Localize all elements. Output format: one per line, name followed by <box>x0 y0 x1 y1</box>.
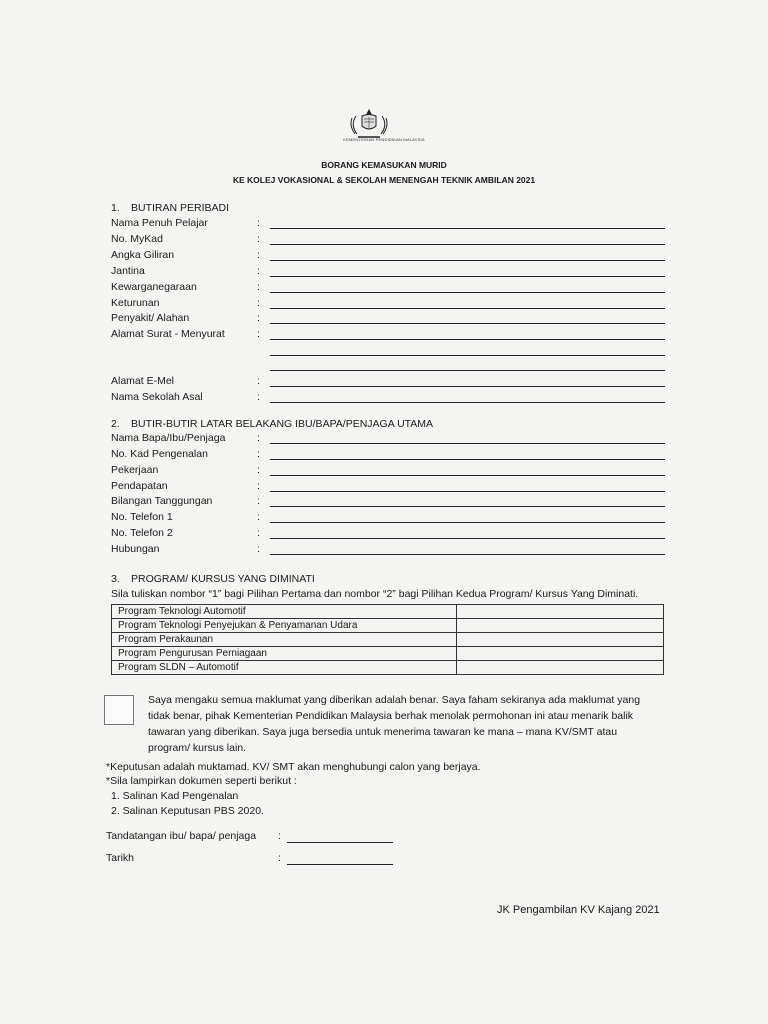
field-colon: : <box>257 281 260 293</box>
field-label: Nama Penuh Pelajar <box>111 217 208 229</box>
program-name: Program SLDN – Automotif <box>112 661 457 675</box>
declaration-line: program/ kursus lain. <box>148 742 247 754</box>
declaration-line: tawaran yang diberikan. Saya juga bersedia untuk menerima tawaran ke mana – mana KV/SMT atau <box>148 726 618 738</box>
section3-instruction: Sila tuliskan nombor “1” bagi Pilihan Pertama dan nombor “2” bagi Pilihan Kedua Program/ Kursus Yang Diminati. <box>111 588 639 600</box>
signature-colon: : <box>278 830 281 842</box>
field-label: Keturunan <box>111 297 160 309</box>
field-jantina <box>111 265 671 279</box>
keturunan-input-line[interactable] <box>270 308 665 309</box>
field-kewarganegaraan <box>111 281 671 295</box>
declaration-checkbox[interactable] <box>104 695 134 725</box>
field-kad-pengenalan <box>111 448 671 462</box>
declaration-line: tidak benar, pihak Kementerian Pendidikan Malaysia berhak menolak permohonan ini atau menarik balik <box>148 710 634 722</box>
program-name: Program Teknologi Penyejukan & Penyamanan Udara <box>112 619 457 633</box>
section1-number: 1. <box>111 202 120 214</box>
jantina-input-line[interactable] <box>270 276 665 277</box>
table-row <box>112 647 664 661</box>
note-item-2: 2. Salinan Keputusan PBS 2020. <box>111 805 264 817</box>
field-label: Angka Giliran <box>111 249 175 261</box>
mykad-input-line[interactable] <box>270 244 665 245</box>
ministry-name: KEMENTERIAN PENDIDIKAN MALAYSIA <box>343 137 425 142</box>
table-row <box>112 661 664 675</box>
penyakit-input-line[interactable] <box>270 323 665 324</box>
tanggungan-input-line[interactable] <box>270 506 665 507</box>
form-title: BORANG KEMASUKAN MURID <box>321 160 447 170</box>
signature-input-line[interactable] <box>287 842 393 843</box>
field-colon: : <box>257 249 260 261</box>
declaration-text <box>148 692 668 756</box>
field-colon: : <box>257 217 260 229</box>
date-row <box>106 852 406 866</box>
sekolah-asal-input-line[interactable] <box>270 402 665 403</box>
field-telefon-2 <box>111 527 671 541</box>
telefon-1-input-line[interactable] <box>270 522 665 523</box>
field-colon: : <box>257 543 260 555</box>
signature-label: Tandatangan ibu/ bapa/ penjaga <box>106 830 257 842</box>
field-colon: : <box>257 297 260 309</box>
alamat-surat-input-line[interactable] <box>270 339 665 340</box>
field-label: Pekerjaan <box>111 464 159 476</box>
field-colon: : <box>257 233 260 245</box>
note-lampiran: *Sila lampirkan dokumen seperti berikut : <box>106 775 297 787</box>
pekerjaan-input-line[interactable] <box>270 475 665 476</box>
nama-bapa-input-line[interactable] <box>270 443 665 444</box>
field-colon: : <box>257 265 260 277</box>
field-colon: : <box>257 328 260 340</box>
note-muktamad: *Keputusan adalah muktamad. KV/ SMT akan menghubungi calon yang berjaya. <box>106 761 481 773</box>
field-label: No. MyKad <box>111 233 163 245</box>
pendapatan-input-line[interactable] <box>270 491 665 492</box>
field-penyakit <box>111 312 671 326</box>
program-choice-cell[interactable] <box>457 605 664 619</box>
field-colon: : <box>257 464 260 476</box>
date-input-line[interactable] <box>287 864 393 865</box>
section1-heading <box>111 202 229 214</box>
declaration-line: Saya mengaku semua maklumat yang diberikan adalah benar. Saya faham sekiranya ada maklumat yang <box>148 694 641 706</box>
field-colon: : <box>257 312 260 324</box>
field-alamat-emel <box>111 375 671 389</box>
program-choice-cell[interactable] <box>457 619 664 633</box>
field-alamat-surat <box>111 328 671 342</box>
field-label: Jantina <box>111 265 145 277</box>
field-colon: : <box>257 480 260 492</box>
program-choice-cell[interactable] <box>457 633 664 647</box>
program-name: Program Teknologi Automotif <box>112 605 457 619</box>
table-row <box>112 605 664 619</box>
field-colon: : <box>257 511 260 523</box>
field-hubungan <box>111 543 671 557</box>
field-label: No. Telefon 2 <box>111 527 173 539</box>
field-label: Bilangan Tanggungan <box>111 495 213 507</box>
section3-heading <box>111 573 315 585</box>
program-choice-cell[interactable] <box>457 647 664 661</box>
alamat-emel-input-line[interactable] <box>270 386 665 387</box>
form-subtitle: KE KOLEJ VOKASIONAL & SEKOLAH MENENGAH TEKNIK AMBILAN 2021 <box>232 175 536 185</box>
section2-number: 2. <box>111 418 120 430</box>
program-table <box>111 604 664 675</box>
field-label: Alamat Surat - Menyurat <box>111 328 225 340</box>
section2-title: BUTIR-BUTIR LATAR BELAKANG IBU/BAPA/PENJAGA UTAMA <box>131 418 434 430</box>
signature-row <box>106 830 406 844</box>
field-label: No. Kad Pengenalan <box>111 448 208 460</box>
field-label: Alamat E-Mel <box>111 375 175 387</box>
field-label: Nama Bapa/Ibu/Penjaga <box>111 432 226 444</box>
field-sekolah-asal <box>111 391 671 405</box>
program-name: Program Perakaunan <box>112 633 457 647</box>
telefon-2-input-line[interactable] <box>270 538 665 539</box>
field-angka-giliran <box>111 249 671 263</box>
field-tanggungan <box>111 495 671 509</box>
table-row <box>112 619 664 633</box>
field-label: Nama Sekolah Asal <box>111 391 203 403</box>
field-colon: : <box>257 527 260 539</box>
field-colon: : <box>257 495 260 507</box>
kewarganegaraan-input-line[interactable] <box>270 292 665 293</box>
nama-penuh-input-line[interactable] <box>270 228 665 229</box>
section2-heading <box>111 418 433 430</box>
alamat-surat-input-line-3[interactable] <box>270 370 665 371</box>
field-pekerjaan <box>111 464 671 478</box>
hubungan-input-line[interactable] <box>270 554 665 555</box>
field-label: Pendapatan <box>111 480 168 492</box>
date-label: Tarikh <box>106 852 135 864</box>
field-telefon-1 <box>111 511 671 525</box>
field-nama-penuh <box>111 217 671 231</box>
program-name: Program Pengurusan Perniagaan <box>112 647 457 661</box>
field-label: Penyakit/ Alahan <box>111 312 190 324</box>
section3-number: 3. <box>111 573 120 585</box>
table-row <box>112 633 664 647</box>
field-nama-bapa <box>111 432 671 446</box>
field-keturunan <box>111 297 671 311</box>
footer-text: JK Pengambilan KV Kajang 2021 <box>497 904 660 916</box>
field-mykad <box>111 233 671 247</box>
field-label: Hubungan <box>111 543 160 555</box>
field-label: No. Telefon 1 <box>111 511 173 523</box>
field-label: Kewarganegaraan <box>111 281 197 293</box>
note-item-1: 1. Salinan Kad Pengenalan <box>111 790 239 802</box>
field-colon: : <box>257 375 260 387</box>
alamat-surat-input-line-2[interactable] <box>270 355 665 356</box>
field-colon: : <box>257 391 260 403</box>
section1-title: BUTIRAN PERIBADI <box>131 202 230 214</box>
field-colon: : <box>257 432 260 444</box>
section3-title: PROGRAM/ KURSUS YANG DIMINATI <box>131 573 315 585</box>
field-pendapatan <box>111 480 671 494</box>
program-choice-cell[interactable] <box>457 661 664 675</box>
date-colon: : <box>278 852 281 864</box>
kad-pengenalan-input-line[interactable] <box>270 459 665 460</box>
angka-giliran-input-line[interactable] <box>270 260 665 261</box>
field-colon: : <box>257 448 260 460</box>
